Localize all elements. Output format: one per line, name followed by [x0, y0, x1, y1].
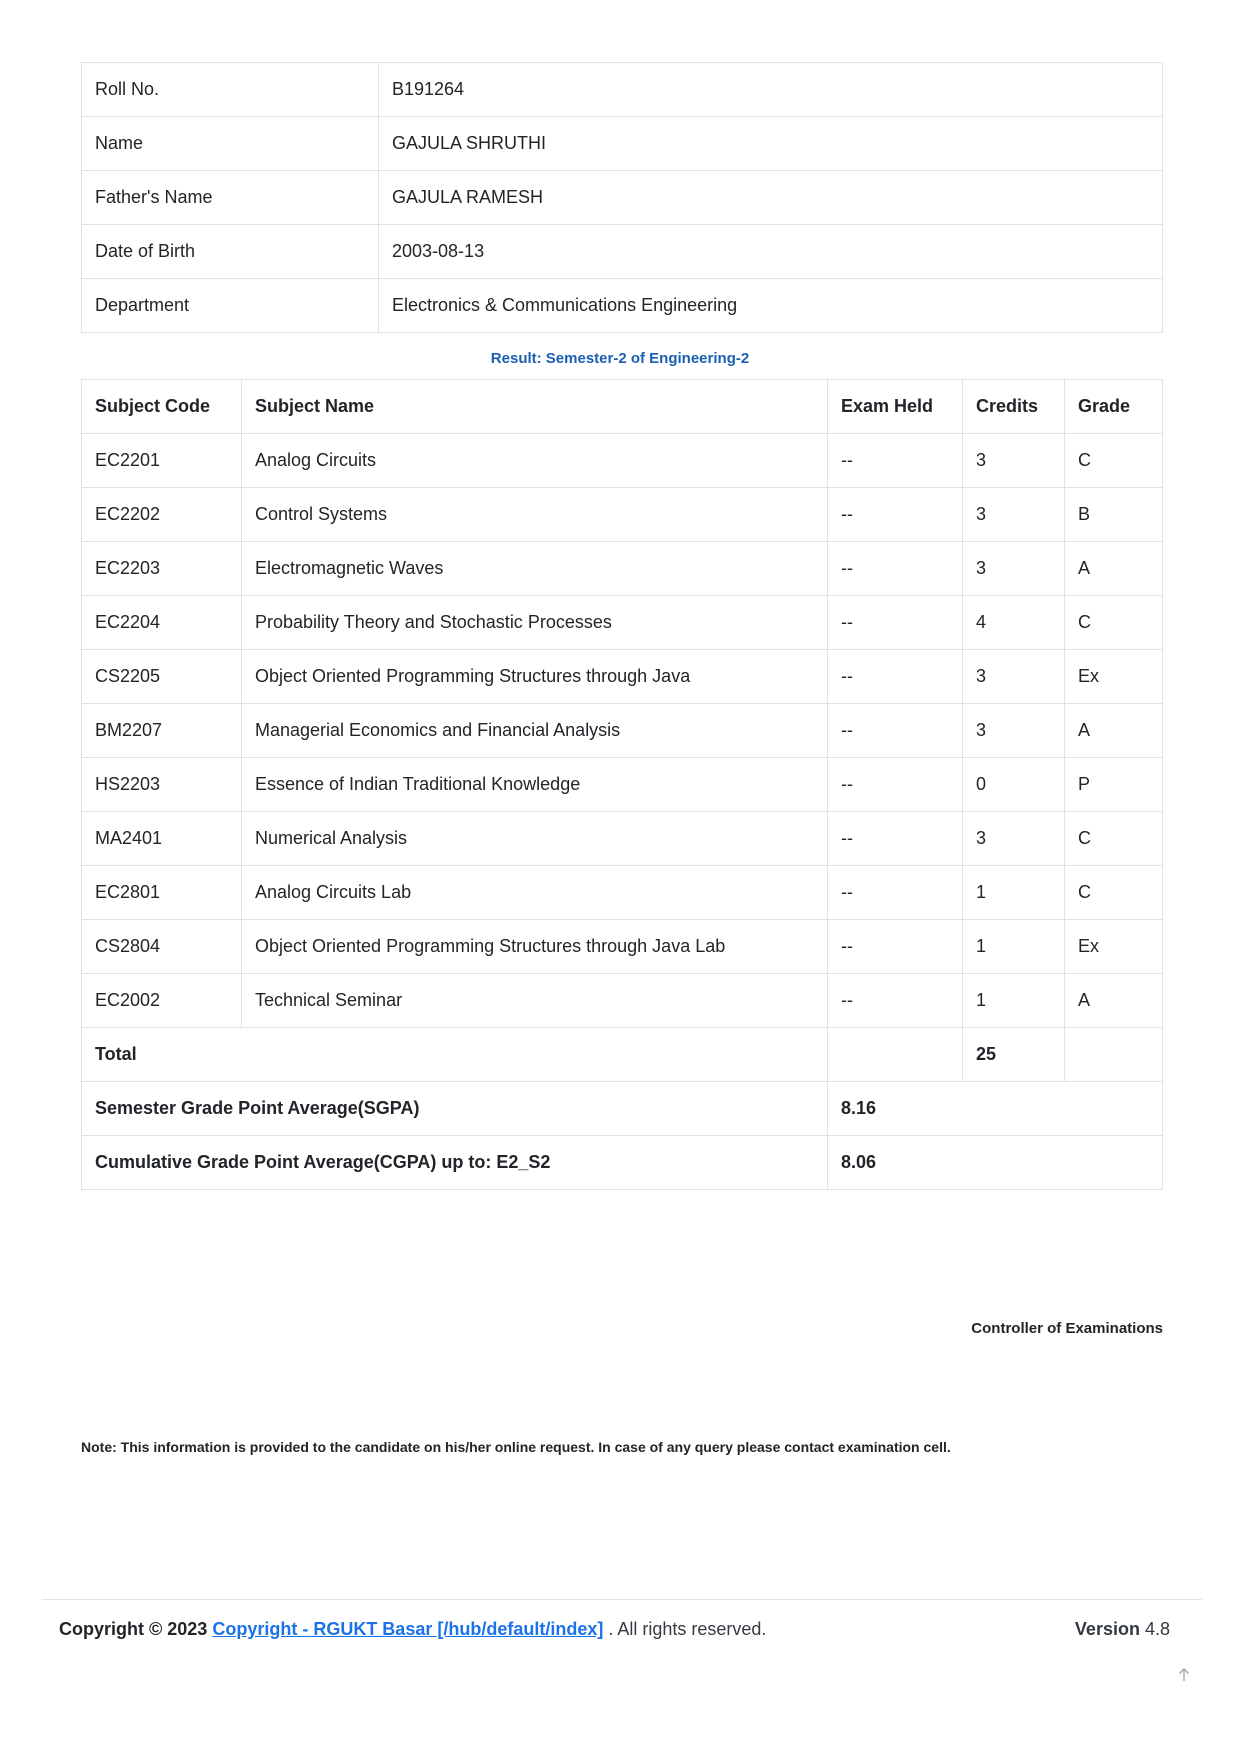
subject-name-cell: Technical Seminar — [242, 974, 828, 1028]
student-info-label: Department — [82, 279, 379, 333]
credits-cell: 4 — [963, 596, 1065, 650]
copyright-prefix: Copyright © 2023 — [59, 1619, 208, 1639]
subject-row — [82, 974, 1163, 1028]
result-table — [81, 379, 1163, 1190]
cgpa-label: Cumulative Grade Point Average(CGPA) up to: E2_S2 — [82, 1136, 828, 1190]
subject-row — [82, 542, 1163, 596]
credits-cell: 3 — [963, 434, 1065, 488]
arrow-up-icon-glyph — [1178, 1668, 1190, 1682]
grade-cell: C — [1065, 596, 1163, 650]
subject-code-cell: EC2204 — [82, 596, 242, 650]
student-info-row — [82, 279, 1163, 333]
student-info-label: Date of Birth — [82, 225, 379, 279]
result-header-row — [82, 380, 1163, 434]
note-text: Note: This information is provided to the candidate on his/her online request. In case of any query please contact examination cell. — [81, 1439, 951, 1455]
subject-name-cell: Probability Theory and Stochastic Processes — [242, 596, 828, 650]
exam-held-cell: -- — [828, 434, 963, 488]
total-row — [82, 1028, 1163, 1082]
header-subject-name: Subject Name — [242, 380, 828, 434]
subject-row — [82, 704, 1163, 758]
footer-copyright — [59, 1619, 766, 1640]
subject-name-cell: Object Oriented Programming Structures through Java Lab — [242, 920, 828, 974]
total-exam-held — [828, 1028, 963, 1082]
header-grade: Grade — [1065, 380, 1163, 434]
subject-name-cell: Electromagnetic Waves — [242, 542, 828, 596]
subject-code-cell: CS2804 — [82, 920, 242, 974]
sgpa-value: 8.16 — [828, 1082, 1163, 1136]
student-info-row — [82, 171, 1163, 225]
copyright-suffix: . All rights reserved. — [608, 1619, 767, 1639]
subject-code-cell: HS2203 — [82, 758, 242, 812]
subject-row — [82, 488, 1163, 542]
grade-cell: B — [1065, 488, 1163, 542]
exam-held-cell: -- — [828, 542, 963, 596]
credits-cell: 1 — [963, 974, 1065, 1028]
subject-row — [82, 596, 1163, 650]
student-info-label: Roll No. — [82, 63, 379, 117]
exam-held-cell: -- — [828, 758, 963, 812]
student-info-value: GAJULA SHRUTHI — [379, 117, 1163, 171]
cgpa-row — [82, 1136, 1163, 1190]
exam-held-cell: -- — [828, 704, 963, 758]
subject-row — [82, 758, 1163, 812]
result-heading: Result: Semester-2 of Engineering-2 — [490, 350, 750, 367]
footer-version — [1075, 1619, 1170, 1640]
credits-cell: 1 — [963, 866, 1065, 920]
copyright-link[interactable]: Copyright - RGUKT Basar [/hub/default/index] — [212, 1619, 604, 1639]
subject-code-cell: EC2202 — [82, 488, 242, 542]
grade-cell: A — [1065, 974, 1163, 1028]
subject-name-cell: Numerical Analysis — [242, 812, 828, 866]
total-credits: 25 — [963, 1028, 1065, 1082]
version-value: 4.8 — [1144, 1619, 1170, 1639]
student-info-label: Name — [82, 117, 379, 171]
student-info-value: 2003-08-13 — [379, 225, 1163, 279]
subject-name-cell: Managerial Economics and Financial Analysis — [242, 704, 828, 758]
exam-held-cell: -- — [828, 812, 963, 866]
subject-row — [82, 650, 1163, 704]
controller-signature: Controller of Examinations — [971, 1320, 1163, 1337]
subject-row — [82, 434, 1163, 488]
header-exam-held: Exam Held — [828, 380, 963, 434]
credits-cell: 0 — [963, 758, 1065, 812]
grade-cell: Ex — [1065, 920, 1163, 974]
subject-name-cell: Control Systems — [242, 488, 828, 542]
sgpa-row — [82, 1082, 1163, 1136]
subject-row — [82, 920, 1163, 974]
subject-code-cell: CS2205 — [82, 650, 242, 704]
exam-held-cell: -- — [828, 920, 963, 974]
grade-cell: P — [1065, 758, 1163, 812]
subject-name-cell: Object Oriented Programming Structures through Java — [242, 650, 828, 704]
subject-row — [82, 812, 1163, 866]
subject-code-cell: EC2002 — [82, 974, 242, 1028]
student-info-row — [82, 225, 1163, 279]
sgpa-label: Semester Grade Point Average(SGPA) — [82, 1082, 828, 1136]
total-label: Total — [82, 1028, 828, 1082]
grade-cell: A — [1065, 542, 1163, 596]
credits-cell: 3 — [963, 542, 1065, 596]
grade-cell: C — [1065, 434, 1163, 488]
subject-code-cell: EC2201 — [82, 434, 242, 488]
student-info-value: B191264 — [379, 63, 1163, 117]
student-info-row — [82, 63, 1163, 117]
header-subject-code: Subject Code — [82, 380, 242, 434]
student-info-value: Electronics & Communications Engineering — [379, 279, 1163, 333]
student-info-value: GAJULA RAMESH — [379, 171, 1163, 225]
student-info-label: Father's Name — [82, 171, 379, 225]
student-info-table — [81, 62, 1163, 333]
credits-cell: 3 — [963, 812, 1065, 866]
subject-code-cell: BM2207 — [82, 704, 242, 758]
exam-held-cell: -- — [828, 974, 963, 1028]
version-label: Version — [1074, 1619, 1140, 1639]
header-credits: Credits — [963, 380, 1065, 434]
grade-cell: C — [1065, 812, 1163, 866]
exam-held-cell: -- — [828, 866, 963, 920]
subject-name-cell: Analog Circuits Lab — [242, 866, 828, 920]
grade-cell: A — [1065, 704, 1163, 758]
student-info-row — [82, 117, 1163, 171]
grade-cell: C — [1065, 866, 1163, 920]
subject-name-cell: Analog Circuits — [242, 434, 828, 488]
credits-cell: 1 — [963, 920, 1065, 974]
credits-cell: 3 — [963, 488, 1065, 542]
exam-held-cell: -- — [828, 650, 963, 704]
exam-held-cell: -- — [828, 596, 963, 650]
grade-cell: Ex — [1065, 650, 1163, 704]
exam-held-cell: -- — [828, 488, 963, 542]
cgpa-value: 8.06 — [828, 1136, 1163, 1190]
subject-code-cell: EC2203 — [82, 542, 242, 596]
arrow-up-icon[interactable] — [1178, 1668, 1190, 1685]
footer-divider — [42, 1599, 1202, 1600]
subject-code-cell: EC2801 — [82, 866, 242, 920]
subject-name-cell: Essence of Indian Traditional Knowledge — [242, 758, 828, 812]
subject-row — [82, 866, 1163, 920]
credits-cell: 3 — [963, 650, 1065, 704]
credits-cell: 3 — [963, 704, 1065, 758]
subject-code-cell: MA2401 — [82, 812, 242, 866]
total-grade — [1065, 1028, 1163, 1082]
